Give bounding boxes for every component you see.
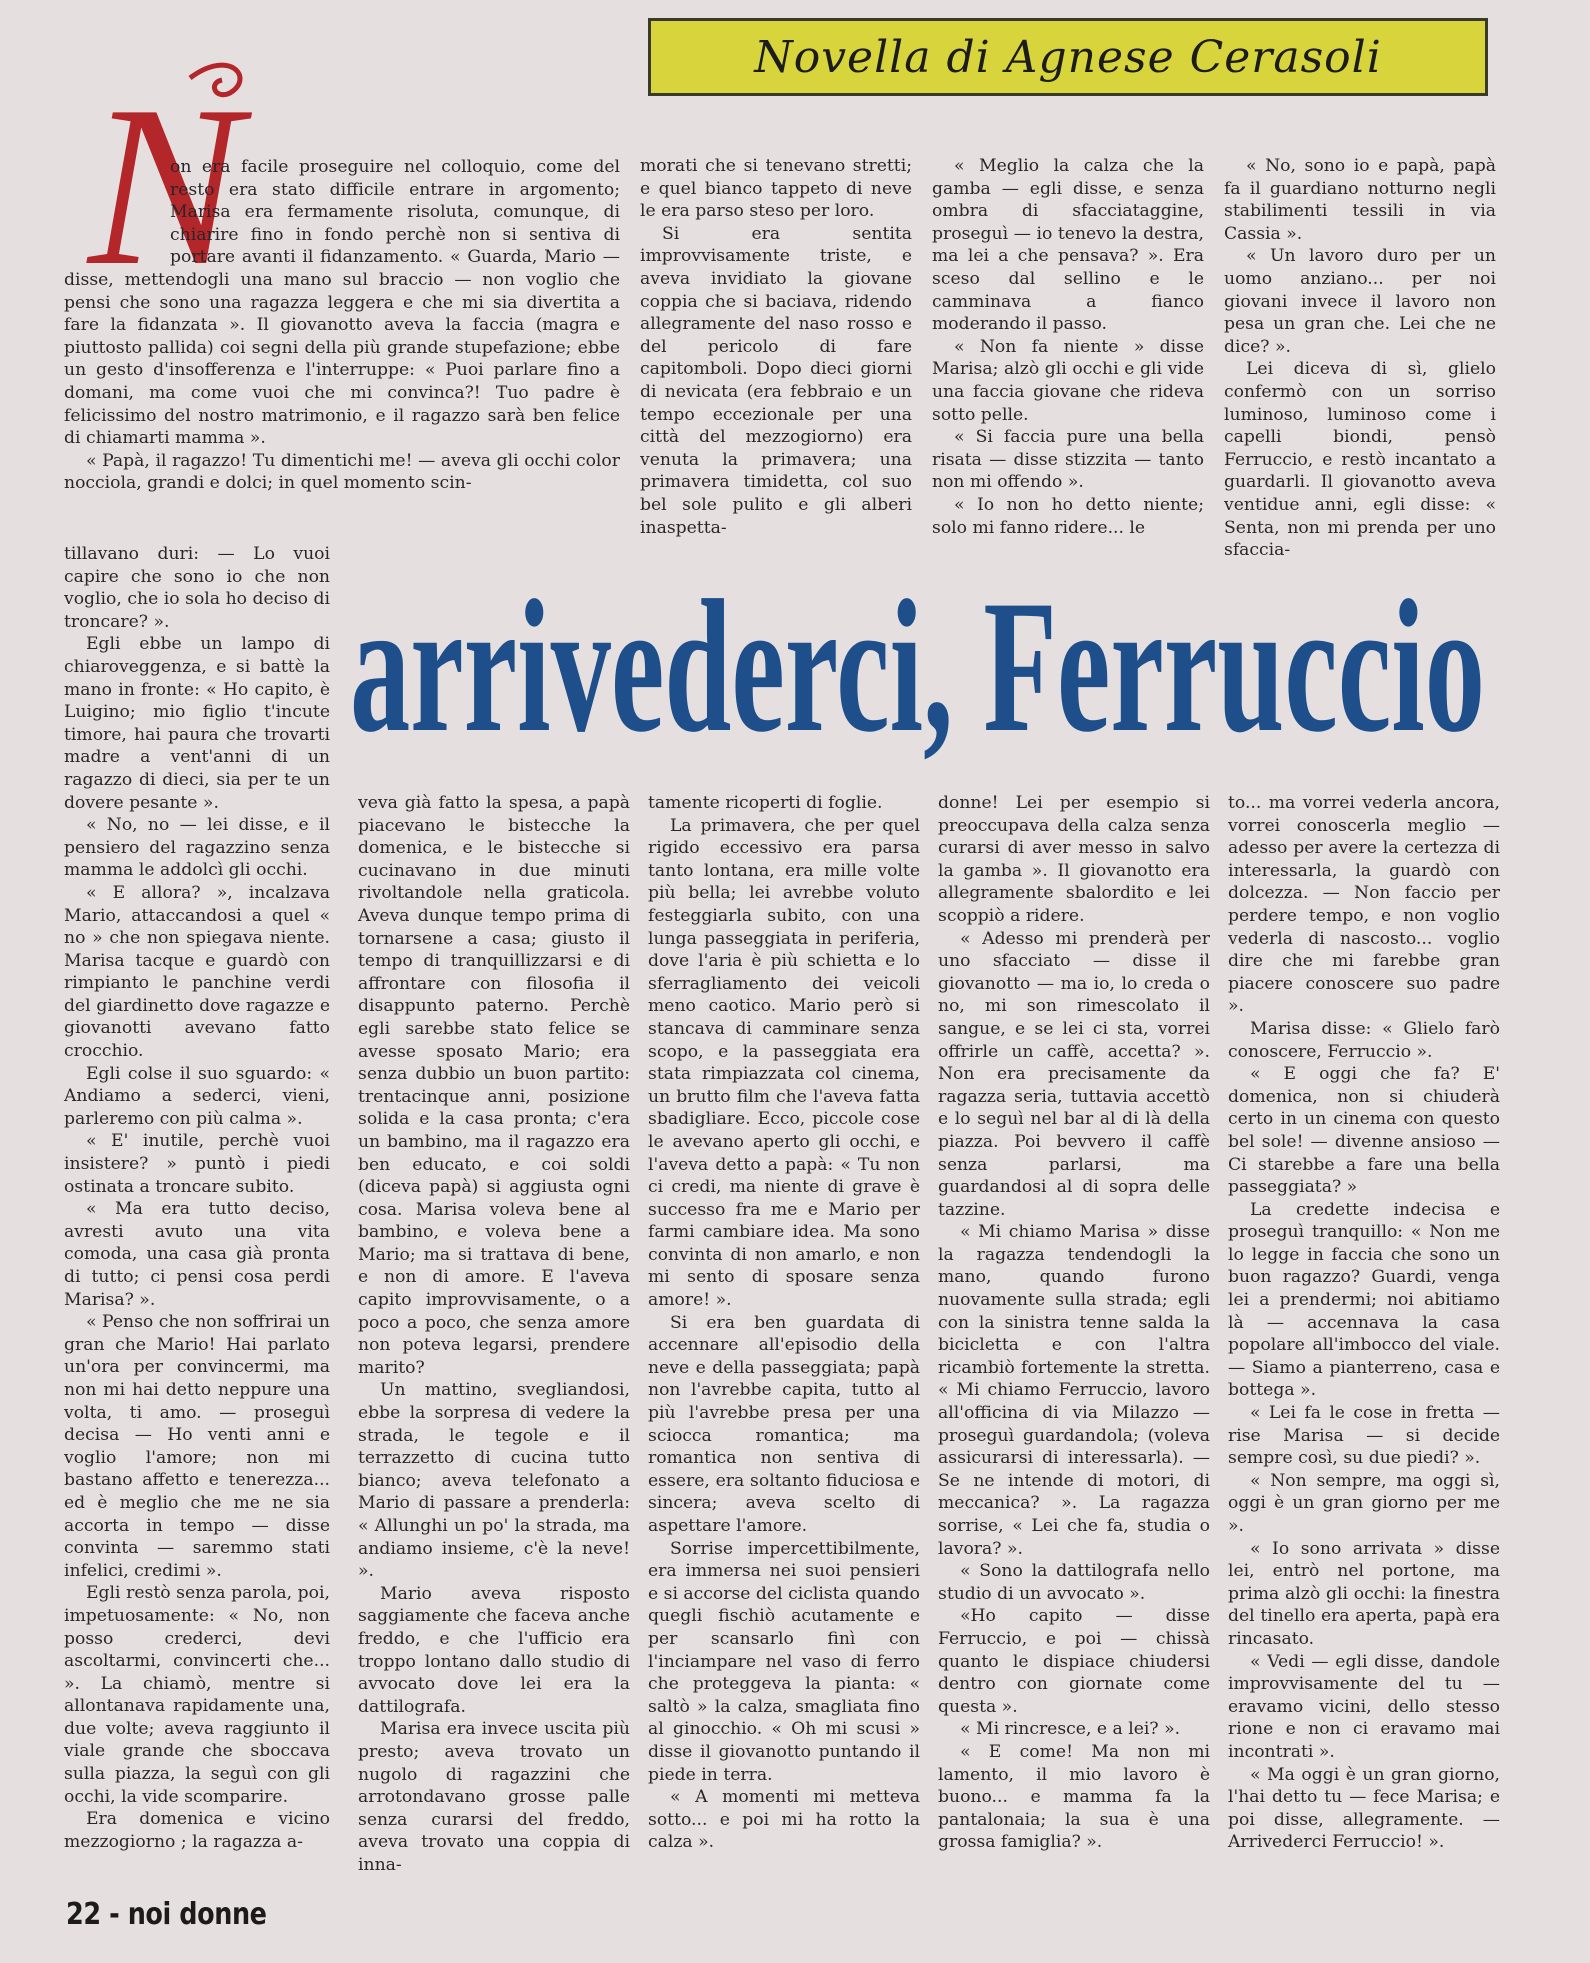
paragraph: Marisa era invece uscita più presto; aveva trovato un nugolo di ragazzini che arrotondavano grosse palle senza curarsi del freddo, aveva trovato una coppia di inna- (358, 1719, 630, 1875)
paragraph: Egli restò senza parola, poi, impetuosamente: « No, non posso crederci, devi ascoltarmi, convincerti che... ». La chiamò, mentre si allontanava rapidamente una, due volte; aveva raggiunto il viale grande che sboccava sulla piazza, la seguì con gli occhi, la vide scomparire. (64, 1583, 330, 1807)
column-3-bottom (648, 792, 920, 1888)
title-svg (350, 562, 1590, 772)
paragraph: « Si faccia pure una bella risata — disse stizzita — tanto non mi offendo ». (932, 427, 1204, 493)
paragraph: « Adesso mi prenderà per uno sfacciato — disse il giovanotto — ma io, lo creda o no, mi son rimescolato il sangue, e se lei ci sta, vorrei offrirle un caffè, accetta? ». Non era precisamente da ragazza seria, tuttavia accettò e lo seguì nel bar al di là della piazza. Poi bevvero il caffè senza parlarsi, ma guardandosi al di sopra delle tazzine. (938, 928, 1210, 1220)
paragraph: « No, sono io e papà, papà fa il guardiano notturno negli stabilimenti tessili in via Cassia ». (1224, 156, 1496, 244)
column-2-bottom (358, 792, 630, 1888)
byline-text: Novella di Agnese Cerasoli (754, 31, 1382, 83)
paragraph: La primavera, che per quel rigido eccessivo era parsa tanto lontana, era mille volte più bella; lei avrebbe voluto festeggiarla subito, con una lunga passeggiata in periferia, dove l'aria è più schietta e lo sferragliamento dei veicoli meno caotico. Mario però si stancava di camminare senza scopo, e la passeggiata era stata rimpiazzata col cinema, un brutto film che l'aveva fatta sbadigliare. Ecco, piccole cose le avevano aperto gli occhi, e l'aveva detto a papà: « Tu non ci credi, ma niente di grave è successo fra me e Mario per farmi cambiare idea. Ma sono convinta di non amarlo, e non mi sento di sposare senza amore! ». (648, 815, 920, 1311)
paragraph: La credette indecisa e proseguì tranquillo: « Non me lo legge in faccia che sono un buon ragazzo? Guardi, venga lei a prendermi; noi abitiamo là — accennava la casa popolare all'imbocco del viale. — Siamo a pianterreno, casa e bottega ». (1228, 1199, 1500, 1401)
paragraph: « Vedi — egli disse, dandole improvvisamente del tu — eravamo vicini, dello stesso rione e non ci eravamo mai incontrati ». (1228, 1651, 1500, 1762)
byline-banner (648, 18, 1488, 96)
paragraph: « Penso che non soffrirai un gran che Mario! Hai parlato un'ora per convincermi, ma non mi hai detto neppure una volta, ti amo. — proseguì decisa — Ho venti anni e voglio l'amore; non mi bastano affetto e tenerezza... ed è meglio che me ne sia accorta in tempo — disse convinta — saremmo stati infelici, credimi ». (64, 1312, 330, 1581)
column-3-top (932, 155, 1204, 538)
title-container (350, 562, 1590, 772)
column-4-bottom (938, 792, 1210, 1888)
paragraph: « Meglio la calza che la gamba — egli disse, e senza ombra di sfacciataggine, proseguì — io tenevo la destra, ma lei a che pensava? ». Era sceso dal sellino e le camminava a fianco moderando il passo. (932, 156, 1204, 335)
paragraph: Marisa disse: « Glielo farò conoscere, Ferruccio ». (1228, 1018, 1500, 1062)
drop-cap-glyph: N (88, 58, 242, 313)
paragraph: tamente ricoperti di foglie. (648, 793, 883, 813)
paragraph: «Ho capito — disse Ferruccio, e poi — chissà quanto le dispiace chiudersi dentro con giornate come questa ». (938, 1606, 1210, 1717)
paragraph: « E' inutile, perchè vuoi insistere? » puntò i piedi ostinata a troncare subito. (64, 1131, 330, 1197)
paragraph: « Lei fa le cose in fretta — rise Marisa — si decide sempre così, su due piedi? ». (1228, 1403, 1500, 1469)
column-2-top (640, 155, 912, 538)
paragraph: « Non fa niente » disse Marisa; alzò gli occhi e gli vide una faccia giovane che rideva sotto pelle. (932, 336, 1204, 425)
drop-cap-space (64, 156, 170, 268)
paragraph: tillavano duri: — Lo vuoi capire che sono io che non voglio, che io sola ho deciso di troncare? ». (64, 544, 330, 632)
paragraph: « Io non ho detto niente; solo mi fanno ridere... le (932, 494, 1204, 538)
paragraph: Si era sentita improvvisamente triste, e aveva invidiato la giovane coppia che si baciava, ridendo allegramente del naso rosso e del pericolo di fare capitomboli. Dopo dieci giorni di nevicata (era febbraio e un tempo eccezionale per una città del mezzogiorno) era venuta la primavera; una primavera timidetta, col suo bel sole pulito e gli alberi inaspetta- (640, 223, 912, 538)
paragraph: « Ma era tutto deciso, avresti avuto una vita comoda, una casa già pronta di tutto; ci pensi cosa perdi Marisa? ». (64, 1199, 330, 1310)
paragraph: « Un lavoro duro per un uomo anziano... per noi giovani invece il lavoro non pesa un gran che. Lei che ne dice? ». (1224, 246, 1496, 357)
paragraph: to... ma vorrei vederla ancora, vorrei conoscerla meglio — adesso per avere la certezza di interessarla, la guardò con dolcezza. — Non faccio per perdere tempo, e non voglio vederla di nascosto... voglio dire che mi farebbe gran piacere conoscere suo padre ». (1228, 793, 1500, 1017)
paragraph: donne! Lei per esempio si preoccupava della calza senza curarsi di aver messo in salvo la gamba ». Il giovanotto era allegramente sbalordito e lei scoppiò a ridere. (938, 793, 1210, 926)
paragraph: « E allora? », incalzava Mario, attaccandosi a quel « no » che non spiegava niente. Marisa tacque e guardò con rimpianto le panchine verdi del giardinetto dove ragazze e giovanotti avevano fatto crocchio. (64, 882, 330, 1062)
paragraph: « Papà, il ragazzo! Tu dimentichi me! — aveva gli occhi color nocciola, grandi e dolci; in quel momento scin- (64, 450, 620, 494)
paragraph: morati che si tenevano stretti; e quel bianco tappeto di neve le era parso steso per loro. (640, 156, 912, 222)
paragraph: « Non sempre, ma oggi sì, oggi è un gran giorno per me ». (1228, 1470, 1500, 1536)
paragraph: « E oggi che fa? E' domenica, non si chiuderà certo in un cinema con questo bel sole! — divenne ansioso — Ci starebbe a fare una bella passeggiata? » (1228, 1064, 1500, 1198)
page-footer: 22 - noi donne (66, 1897, 267, 1932)
paragraph: « Ma oggi è un gran giorno, l'hai detto tu — fece Marisa; e poi disse, allegramente. — Arrivederci Ferruccio! ». (1228, 1764, 1500, 1853)
paragraph: « Mi chiamo Marisa » disse la ragazza tendendogli la mano, quando furono nuovamente sulla strada; egli con la sinistra tenne salda la bicicletta e con l'altra ricambiò fortemente la stretta. « Mi chiamo Ferruccio, lavoro all'officina di via Milazzo — proseguì guardandola; (voleva assicurarsi di interessarla). — Se ne intende di motori, di meccanica? ». La ragazza sorrise, « Lei che fa, studia o lavora? ». (938, 1222, 1210, 1559)
column-1-bottom (64, 543, 330, 1888)
paragraph: « A momenti mi metteva sotto... e poi mi ha rotto la calza ». (648, 1787, 920, 1853)
column-5-bottom (1228, 792, 1500, 1888)
paragraph: Un mattino, svegliandosi, ebbe la sorpresa di vedere la strada, le tegole e il terrazzetto di cucina tutto bianco; aveva telefonato a Mario di passare a prenderla: « Allunghi un po' la strada, ma andiamo insieme, c'è la neve! ». (358, 1380, 630, 1582)
column-4-top (1224, 155, 1496, 561)
paragraph: Era domenica e vicino mezzogiorno ; la ragazza a- (64, 1809, 330, 1852)
paragraph: « No, no — lei disse, e il pensiero del ragazzino senza mamma le addolcì gli occhi. (64, 815, 330, 881)
paragraph: Si era ben guardata di accennare all'episodio della neve e della passeggiata; papà non l'avrebbe capita, tutto al più l'avrebbe presa per una sciocca romantica; ma romantica non sentiva di essere, era soltanto fiduciosa e sincera; aveva scelto di aspettare l'amore. (648, 1312, 920, 1536)
paragraph: Sorrise impercettibilmente, era immersa nei suoi pensieri e si accorse del ciclista quando quegli fischiò acutamente e per scansarlo finì con l'inciampare nel vaso di ferro che proteggeva la pianta: « saltò » la calza, smagliata fino al ginocchio. « Oh mi scusi » disse il giovanotto puntando il piede in terra. (648, 1538, 920, 1785)
paragraph: Egli colse il suo sguardo: « Andiamo a sederci, vieni, parleremo con più calma ». (64, 1063, 330, 1129)
paragraph: « Io sono arrivata » disse lei, entrò nel portone, ma prima alzò gli occhi: la finestra del tinello era aperta, papà era rincasato. (1228, 1538, 1500, 1649)
paragraph: « Sono la dattilografa nello studio di un avvocato ». (938, 1561, 1210, 1604)
paragraph: veva già fatto la spesa, a papà piacevano le bistecche la domenica, e le bistecche si cucinavano in due minuti rivoltandole nella graticola. Aveva dunque tempo prima di tornarsene a casa; giusto il tempo di tranquillizzarsi e di affrontare con filosofia il disappunto paterno. Perchè egli sarebbe stato felice se avesse sposato Mario; era senza dubbio un buon partito: trentacinque anni, posizione solida e la casa pronta; c'era un bambino, ma il ragazzo era ben educato, e coi soldi (diceva papà) si aggiusta ogni cosa. Marisa voleva bene al bambino, e voleva bene a Mario; ma si trattava di bene, e non di amore. E l'aveva capito improvvisamente, o a poco a poco, che senza amore non poteva legarsi, prendere marito? (358, 793, 630, 1378)
paragraph: Lei diceva di sì, glielo confermò con un sorriso luminoso, luminoso come i capelli biondi, pensò Ferruccio, e restò incantato a guardarli. Il giovanotto aveva ventidue anni, egli disse: « Senta, non mi prenda per uno sfaccia- (1224, 359, 1496, 561)
column-1-top-text (64, 156, 620, 528)
paragraph: Mario aveva risposto saggiamente che faceva anche freddo, e che l'ufficio era troppo lontano dallo studio di avvocato dove lei era la dattilografa. (358, 1583, 630, 1717)
paragraph: « E come! Ma non mi lamento, il mio lavoro è buono... e mamma fa la pantalonaia; la sua è una grossa famiglia? ». (938, 1741, 1210, 1853)
paragraph: on era facile proseguire nel colloquio, come del resto era stato difficile entrare in argomento; Marisa era fermamente risoluta, comunque, di chiarire fino in fondo perchè non si sentiva di portare avanti il fidanzamento. « Guarda, Mario — disse, mettendogli una mano sul braccio — non voglio che pensi che sono una ragazza leggera e che mi sia divertita a fare la fidanzata ». Il giovanotto aveva la faccia (magra e piuttosto pallida) coi segni della più grande stupefazione; ebbe un gesto d'insofferenza e l'interruppe: « Puoi parlare fino a domani, ma come vuoi che mi convinca?! Tuo padre è felicissimo del nostro matrimonio, e il ragazzo sarà ben felice di chiamarti mamma ». (64, 157, 620, 449)
paragraph: « Mi rincresce, e a lei? ». (960, 1719, 1181, 1740)
story-title: arrivederci, Ferruccio (350, 562, 1485, 772)
paragraph: Egli ebbe un lampo di chiaroveggenza, e si battè la mano in fronte: « Ho capito, è Luigino; mio figlio t'incute timore, hai paura che trovarti madre a vent'anni di un ragazzo di dieci, sia per te un dovere pesante ». (64, 634, 330, 813)
